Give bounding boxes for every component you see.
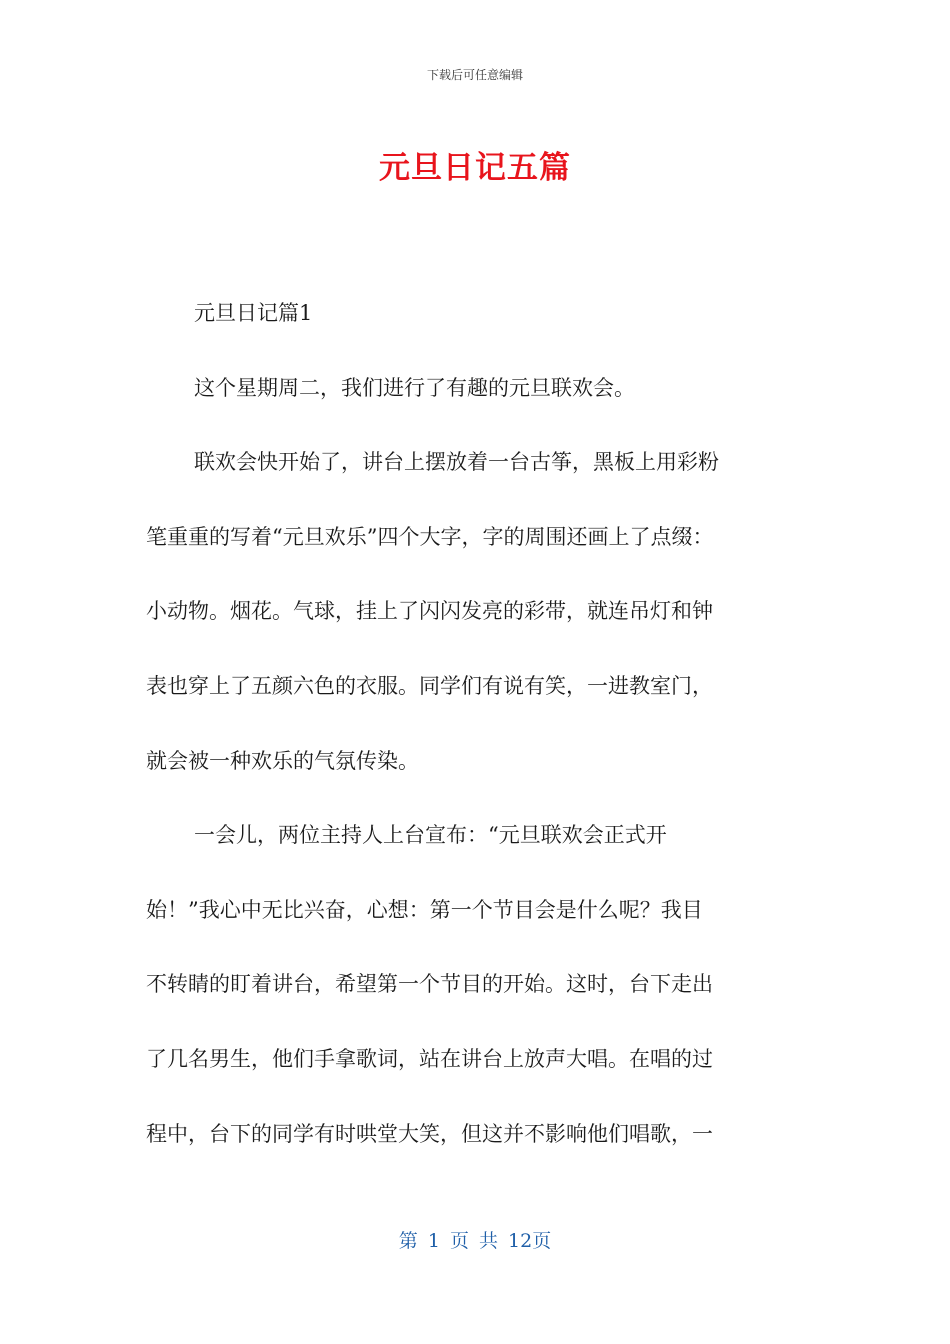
header-note: 下载后可任意编辑 — [426, 68, 523, 82]
paragraph-line: 这个星期周二，我们进行了有趣的元旦联欢会。 — [194, 375, 635, 400]
paragraph-line: 笔重重的写着“元旦欢乐”四个大字，字的周围还画上了点缀： — [146, 524, 714, 549]
page-number: 第 1 页 共 12页 — [398, 1230, 552, 1252]
section-heading: 元旦日记篇1 — [194, 301, 313, 325]
paragraph-line: 不转睛的盯着讲台，希望第一个节目的开始。这时，台下走出 — [146, 972, 713, 997]
paragraph-line: 一会儿，两位主持人上台宣布：“元旦联欢会正式开 — [194, 823, 667, 848]
paragraph-line: 联欢会快开始了，讲台上摆放着一台古筝，黑板上用彩粉 — [194, 450, 719, 475]
paragraph-line: 就会被一种欢乐的气氛传染。 — [146, 748, 419, 773]
paragraph-line: 小动物。烟花。气球，挂上了闪闪发亮的彩带，就连吊灯和钟 — [146, 599, 713, 624]
paragraph-line: 始！”我心中无比兴奋，心想：第一个节目会是什么呢？我目 — [146, 897, 703, 922]
paragraph-line: 了几名男生，他们手拿歌词，站在讲台上放声大唱。在唱的过 — [146, 1046, 713, 1071]
document-body — [146, 276, 798, 1171]
document-title: 元旦日记五篇 — [379, 150, 571, 186]
paragraph-line: 程中，台下的同学有时哄堂大笑，但这并不影响他们唱歌，一 — [146, 1121, 713, 1146]
paragraph-line: 表也穿上了五颜六色的衣服。同学们有说有笑，一进教室门， — [146, 673, 713, 698]
